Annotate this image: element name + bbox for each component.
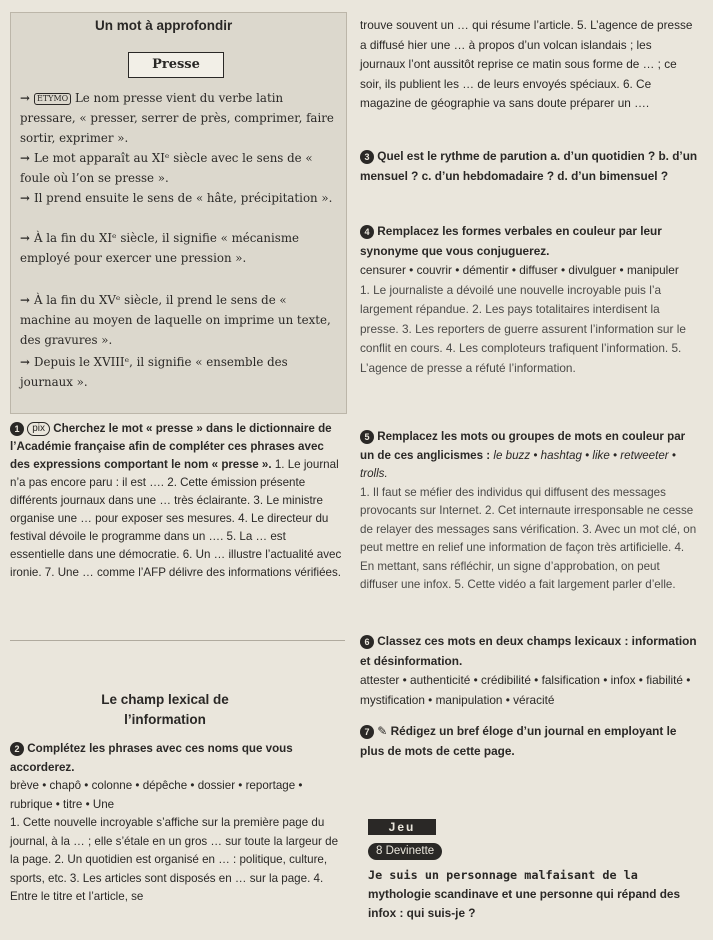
exercise-text: 1. Le journal n’a pas encore paru : il est …. 2. Cette émission présente différents journaux dans une … très éclairante. 3. Le ministre organise une … pour exposer ses mesures. 4. Le directeur du festival dévoile le programme dans un …. 5. La … est essentielle dans une démocratie. 6. Un … illustre l’actualité avec ironie. 7. Une … comme l’AFP délivre des informations vérifiées.: [10, 458, 342, 579]
exercise-6: [360, 632, 700, 710]
definition-item: [20, 290, 338, 350]
definition-text: Depuis le XVIIIᵉ, il signifie « ensemble des journaux ».: [20, 355, 288, 389]
definition-etymo: [20, 88, 338, 148]
exercise-2-continued: [360, 16, 700, 114]
exercise-number: 7: [360, 725, 374, 739]
pencil-icon: ✎: [377, 724, 388, 738]
definition-item: [20, 352, 338, 392]
divider: [10, 640, 345, 641]
riddle-label: Devinette: [385, 845, 435, 857]
definition-text: Il prend ensuite le sens de « hâte, précipitation ».: [34, 191, 333, 205]
definition-item: [20, 188, 338, 208]
exercise-instruction: Remplacez les formes verbales en couleur par leur synonyme que vous conjuguerez.: [360, 224, 662, 258]
exercise-number: 4: [360, 225, 374, 239]
word-list: censurer • couvrir • démentir • diffuser • divulguer • manipuler: [360, 263, 679, 277]
arrow-icon: →: [20, 355, 34, 369]
exercise-number: 2: [10, 742, 24, 756]
arrow-icon: →: [20, 91, 34, 105]
exercise-4: [360, 222, 700, 378]
exercise-2: [10, 740, 342, 907]
exercise-5: [360, 428, 700, 595]
arrow-icon: →: [20, 191, 34, 205]
exercise-instruction: Cherchez le mot « presse » dans le dictionnaire de l’Académie française afin de compléter ces phrases avec des expressions comportant le nom « presse ».: [10, 422, 332, 471]
exercise-number: 5: [360, 430, 374, 444]
exercise-instruction: Complétez les phrases avec ces noms que vous accorderez.: [10, 742, 293, 774]
riddle-badge: [368, 843, 442, 860]
exercise-text: 1. Il faut se méfier des individus qui diffusent des messages provocants sur Internet. 2. Cet internaute irresponsable ne cesse de relayer des messages sans vérification. 3. Avec un mot clé, on peut mettre en relief une information de façon très artificielle. 4. En mettant, sans réfléchir, un signe d’approbation, on peut diffuser une infox. 5. Cette vidéo a fait largement parler d’elle.: [360, 485, 697, 591]
exercise-instruction: Remplacez les mots ou groupes de mots en couleur par un de ces anglicismes :: [360, 430, 686, 462]
word-list: brève • chapô • colonne • dépêche • dossier • reportage • rubrique • titre • Une: [10, 779, 303, 811]
arrow-icon: →: [20, 293, 34, 307]
arrow-icon: →: [20, 151, 34, 165]
riddle-text: [368, 866, 708, 923]
definition-item: [20, 148, 338, 188]
riddle-line-2: mythologie scandinave et une personne qui répand des infox : qui suis-je ?: [368, 887, 681, 920]
word-focus-title: Un mot à approfondir: [95, 18, 233, 33]
riddle-line-1: Je suis un personnage malfaisant de la: [368, 868, 638, 882]
exercise-7: [360, 722, 700, 761]
definition-text: Le nom presse vient du verbe latin pressare, « presser, serrer de près, comprimer, faire sortir, exprimer ».: [20, 91, 334, 145]
arrow-icon: →: [20, 231, 34, 245]
definition-item: [20, 228, 338, 268]
exercise-3: [360, 146, 700, 186]
pix-badge: pix: [27, 422, 50, 436]
exercise-instruction: Quel est le rythme de parution a. d’un quotidien ? b. d’un mensuel ? c. d’un hebdomadaire ? d. d’un bimensuel ?: [360, 149, 698, 183]
word-list: attester • authenticité • crédibilité • falsification • infox • fiabilité • mystification • manipulation • véracité: [360, 673, 691, 707]
definition-text: À la fin du XIᵉ siècle, il signifie « mécanisme employé pour exercer une pression ».: [20, 231, 299, 265]
exercise-1: [10, 420, 342, 582]
exercise-text: 1. Cette nouvelle incroyable s’affiche sur la première page du journal, à la … ; elle s’étale en un gros … sur toute la largeur de la page. 2. Un quotidien est organisé en … : politique, culture, sports, etc. 3. Les articles sont disposés en … sur la page. 4. Entre le titre et l’article, se: [10, 816, 339, 903]
exercise-text: trouve souvent un … qui résume l’article. 5. L’agence de presse a diffusé hier une … à propos d’un volcan islandais ; les journaux l’ont aussitôt reprise ce matin sous forme de … ; ce soir, ils publient les … de leurs envoyés spéciaux. 6. Ce magazine de géographie va sans doute préparer un ….: [360, 18, 693, 110]
definition-text: Le mot apparaît au XIᵉ siècle avec le sens de « foule où l’on se presse ».: [20, 151, 313, 185]
exercise-number: 1: [10, 422, 24, 436]
riddle-number: 8: [376, 845, 383, 857]
exercise-number: 6: [360, 635, 374, 649]
exercise-instruction: Classez ces mots en deux champs lexicaux : information et désinformation.: [360, 634, 697, 668]
word-tag: Presse: [128, 52, 224, 78]
exercise-number: 3: [360, 150, 374, 164]
section-heading: Le champ lexical de l’information: [101, 692, 229, 727]
exercise-instruction: Rédigez un bref éloge d’un journal en employant le plus de mots de cette page.: [360, 724, 677, 758]
game-label: Jeu: [368, 819, 436, 835]
etymo-label: ÉTYMO: [34, 93, 71, 105]
exercise-text: 1. Le journaliste a dévoilé une nouvelle incroyable puis l’a largement répandue. 2. Les pays totalitaires interdisent la presse. 3. Les reporters de guerre assurent l’information sur le conflit en cours. 4. Les comploteurs trafiquent l’information. 5. L’agence de presse a réfuté l’information.: [360, 282, 686, 375]
definition-text: À la fin du XVᵉ siècle, il prend le sens de « machine au moyen de laquelle on imprime un texte, des gravures ».: [20, 293, 331, 347]
anglicism-list: le buzz • hashtag • like • retweeter • trolls.: [360, 448, 676, 480]
